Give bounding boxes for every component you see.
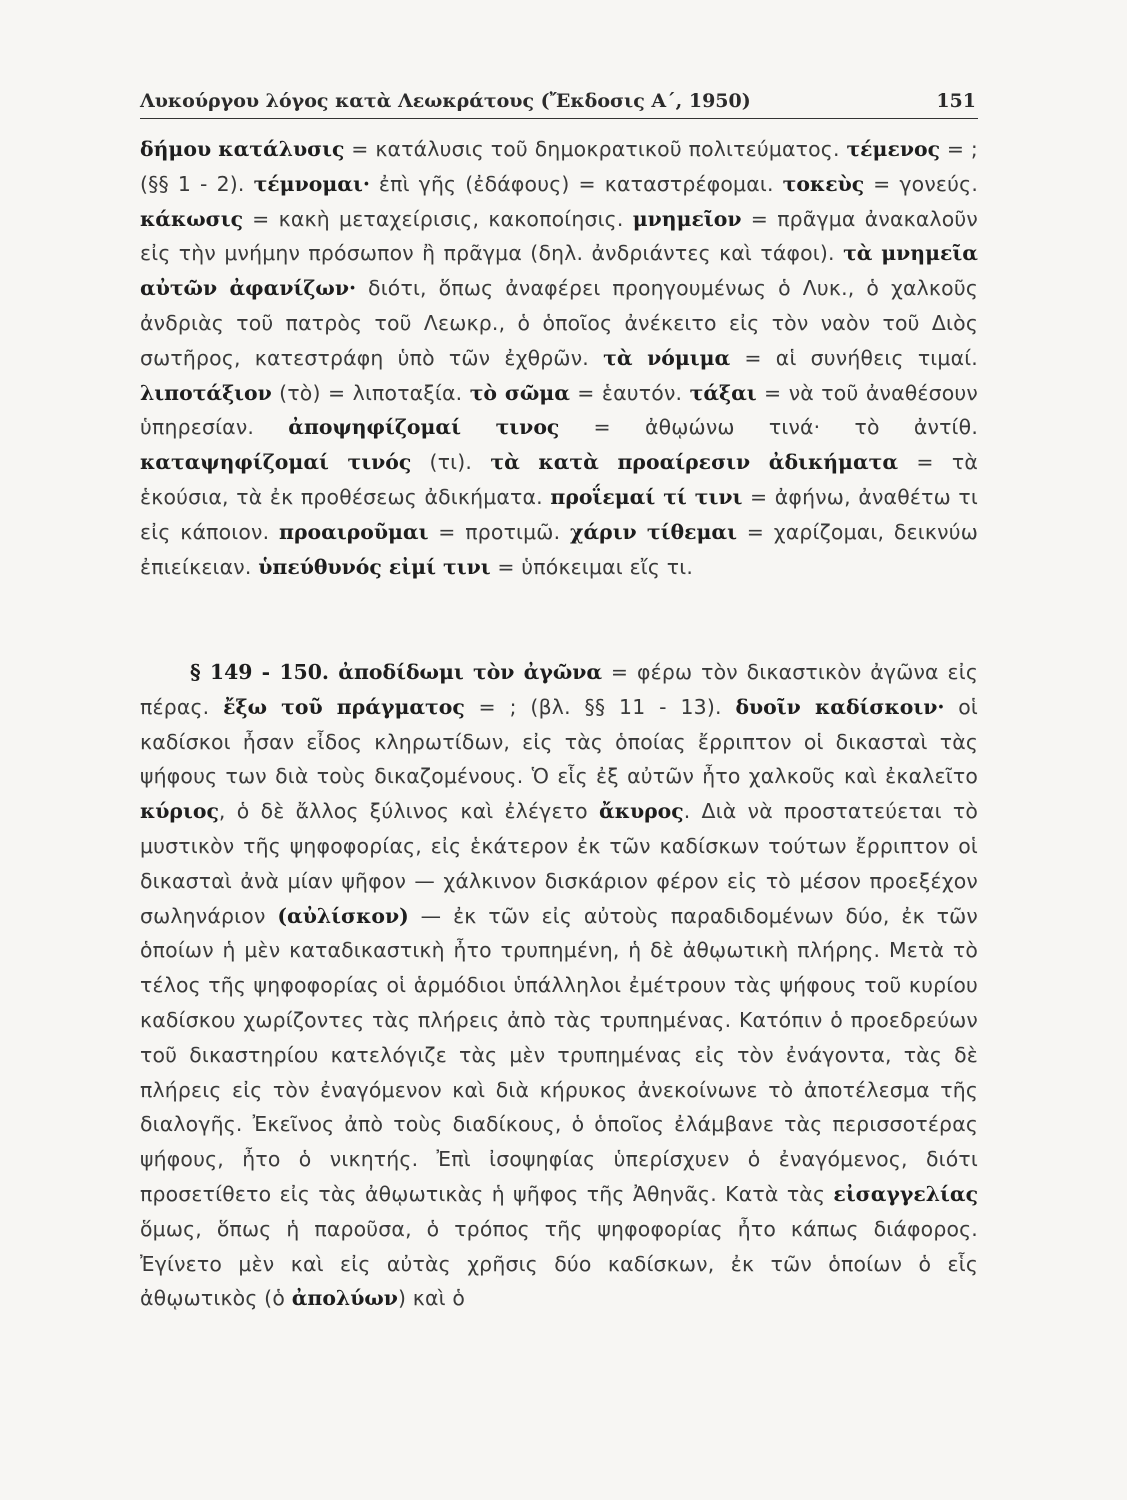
lemma-term: δήμου κατάλυσις (140, 137, 345, 161)
lemma-definition: — ἐκ τῶν εἰς αὐτοὺς παραδιδομένων δύο, ἐκ τῶν ὁποίων ἡ μὲν καταδικαστικὴ ἦτο τρυπημένη, ἡ δὲ ἀθῳωτικὴ πλήρης. Μετὰ τὸ τέλος τῆς ψηφοφορίας οἱ ἁρμόδιοι ὑπάλληλοι ἐμέτρουν τὰς ψήφους τοῦ κυρίου καδίσκου χωρίζοντες τὰς πλήρεις ἀπὸ τὰς τρυπημένας. Κατόπιν ὁ προεδρεύων τοῦ δικαστηρίου κατελόγιζε τὰς μὲν τρυπημένας εἰς τὸν ἐνάγοντα, τὰς δὲ πλήρεις εἰς τὸν ἐναγόμενον καὶ διὰ κήρυκος ἀνεκοίνωνε τὸ ἀποτέλεσμα τῆς διαλογῆς. Ἐκεῖνος ἀπὸ τοὺς διαδίκους, ὁ ὁποῖος ἐλάμβανε τὰς περισσοτέρας ψήφους, ἦτο ὁ νικητής. Ἐπὶ ἰσοψηφίας ὑπερίσχυεν ὁ ἐναγόμενος, διότι προσετίθετο εἰς τὰς ἀθῳωτικὰς ἡ ψῆφος τῆς Ἀθηνᾶς. Κατὰ τὰς (140, 903, 978, 1206)
lemma-term: προαιροῦμαι (279, 519, 429, 544)
lemma-definition: ) καὶ ὁ (397, 1286, 466, 1311)
lemma-definition: = κατάλυσις τοῦ δημοκρατικοῦ πολιτεύματος. (344, 137, 847, 161)
lemma-definition: ὅμως, ὅπως ἡ παροῦσα, ὁ τρόπος τῆς ψηφοφορίας ἦτο κάπως διάφορος. Ἐγίνετο μὲν καὶ εἰς αὐτὰς χρῆσις δύο καδίσκων, ἐκ τῶν ὁποίων ὁ εἷς ἀθῳωτικὸς (ὁ (140, 1216, 978, 1311)
lemma-term: κάκωσις (140, 206, 243, 231)
lemma-definition: = προτιμῶ. (428, 519, 571, 544)
lemma-definition: (τι). (411, 450, 491, 475)
lemma-term: τέμενος (846, 137, 941, 161)
lemma-definition: = γονεύς. (864, 171, 978, 196)
section-number: § 149 - 150. (190, 660, 339, 684)
lemma-term: ἀποψηφίζομαί τινος (288, 415, 560, 440)
lemma-term: εἰσαγγελίας (833, 1181, 978, 1206)
lemma-term: τὸ σῶμα (469, 380, 570, 405)
lemma-term: ἀποδίδωμι τὸν ἀγῶνα (338, 660, 603, 684)
lemma-definition: , ὁ δὲ ἄλλος ξύλινος καὶ ἐλέγετο (218, 799, 599, 824)
lemma-term: ἀπολύων (291, 1286, 398, 1311)
glossary-paragraph-1 (140, 132, 978, 584)
lemma-definition: = ὑπόκειμαι εἴς τι. (490, 554, 694, 579)
lemma-definition: = χαρίζομαι, δεικνύω ἐπιείκειαν. (140, 519, 978, 579)
lemma-term: προΐεμαί τί τινι (550, 484, 743, 509)
lemma-definition: ἐπὶ γῆς (ἐδάφους) = καταστρέφομαι. (369, 171, 783, 196)
lemma-term: χάριν τίθεμαι (570, 519, 737, 544)
glossary-paragraph-2 (140, 655, 978, 1316)
lemma-term: ὑπεύθυνός εἰμί τινι (258, 554, 491, 579)
lemma-term: μνημεῖον (632, 206, 742, 231)
lemma-term: καταψηφίζομαί τινός (140, 450, 412, 475)
lemma-term: (αὐλίσκον) (277, 903, 409, 928)
lemma-term: τὰ κατὰ προαίρεσιν ἀδικήματα (490, 450, 899, 475)
page-number: 151 (936, 90, 976, 112)
lemma-definition: = ἀθῳώνω τινά· τὸ ἀντίθ. (559, 415, 979, 440)
lemma-definition: = πρᾶγμα ἀνακαλοῦν εἰς τὴν μνήμην πρόσωπον ἢ πρᾶγμα (δηλ. ἀνδριάντες καὶ τάφοι). (140, 206, 978, 266)
lemma-definition: . Διὰ νὰ προστατεύεται τὸ μυστικὸν τῆς ψηφοφορίας, εἰς ἑκάτερον ἐκ τῶν καδίσκων τούτων ἔρριπτον οἱ δικασταὶ ἀνὰ μίαν ψῆφον — χάλκινον δισκάριον φέρον εἰς τὸ μέσον προεξέχον σωληνάριον (140, 799, 978, 928)
running-head (140, 88, 978, 119)
lemma-definition: = ; (βλ. §§ 11 - 13). (464, 694, 736, 719)
lemma-term: τοκεὺς (782, 171, 865, 196)
lemma-term: δυοῖν καδίσκοιν· (735, 694, 945, 719)
lemma-definition: = ; (§§ 1 - 2). (140, 137, 978, 196)
lemma-term: τέμνομαι· (253, 171, 370, 196)
lemma-definition: = τὰ ἑκούσια, τὰ ἐκ προθέσεως ἀδικήματα. (140, 450, 978, 509)
lemma-definition: = ἀφήνω, ἀναθέτω τι εἰς κάποιον. (140, 484, 978, 544)
lemma-term: ἔξω τοῦ πράγματος (223, 694, 465, 719)
lemma-term: τὰ νόμιμα (603, 345, 731, 370)
lemma-term: κύριος (140, 799, 219, 824)
lemma-definition: = κακὴ μεταχείρισις, κακοποίησις. (243, 206, 633, 231)
lemma-definition: = φέρω τὸν δικαστικὸν ἀγῶνα εἰς πέρας. (140, 660, 978, 719)
lemma-term: τὰ μνημεῖα αὐτῶν ἀφανίζων· (140, 241, 978, 301)
lemma-definition: οἱ καδίσκοι ἦσαν εἶδος κληρωτίδων, εἰς τὰς ὁποίας ἔρριπτον οἱ δικασταὶ τὰς ψήφους των διὰ τοὺς δικαζομένους. Ὁ εἷς ἐξ αὐτῶν ἦτο χαλκοῦς καὶ ἐκαλεῖτο (140, 694, 978, 789)
lemma-definition: = νὰ τοῦ ἀναθέσουν ὑπηρεσίαν. (140, 380, 978, 440)
lemma-term: ἄκυρος (599, 799, 684, 824)
lemma-term: τάξαι (689, 380, 757, 405)
lemma-definition: = αἱ συνήθεις τιμαί. (730, 345, 978, 370)
lemma-definition: (τὸ) = λιποταξία. (271, 380, 470, 405)
running-head-title: Λυκούργου λόγος κατὰ Λεωκράτους (Ἔκδοσις Α΄, 1950) (140, 90, 751, 112)
lemma-definition: διότι, ὅπως ἀναφέρει προηγουμένως ὁ Λυκ., ὁ χαλκοῦς ἀνδριὰς τοῦ πατρὸς τοῦ Λεωκρ., ὁ ὁποῖος ἀνέκειτο εἰς τὸν ναὸν τοῦ Διὸς σωτῆρος, κατεστράφη ὑπὸ τῶν ἐχθρῶν. (140, 276, 978, 370)
lemma-term: λιποτάξιον (140, 380, 272, 405)
lemma-definition: = ἑαυτόν. (569, 380, 690, 405)
